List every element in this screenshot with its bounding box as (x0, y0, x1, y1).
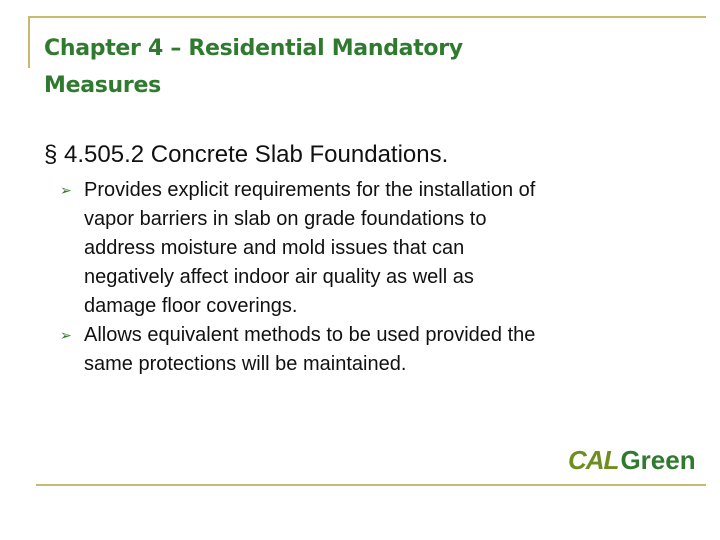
arrow-bullet-icon: ➢ (60, 182, 72, 198)
bullet-text-line: same protections will be maintained. (84, 353, 407, 375)
calgreen-logo (568, 440, 696, 480)
frame-bottom-line (36, 484, 706, 486)
bullet-text-line: Allows equivalent methods to be used provided the (84, 324, 536, 346)
section-heading: § 4.505.2 Concrete Slab Foundations. (44, 141, 449, 168)
bullet-item (60, 321, 674, 379)
bullet-text-line: negatively affect indoor air quality as well as (84, 266, 474, 288)
bullet-text-line: vapor barriers in slab on grade foundations to (84, 208, 487, 230)
bullet-item (60, 176, 674, 321)
bullet-list (60, 176, 674, 379)
bullet-text-line: Provides explicit requirements for the installation of (84, 179, 536, 201)
slide-title (44, 30, 684, 104)
arrow-bullet-icon: ➢ (60, 327, 72, 343)
slide-title-line-1: Chapter 4 – Residential Mandatory (44, 36, 463, 61)
logo-green-text: Green (620, 445, 696, 475)
frame-left-line (28, 16, 30, 68)
slide-title-line-2: Measures (44, 73, 161, 98)
bullet-text-line: address moisture and mold issues that can (84, 237, 465, 259)
bullet-text-line: damage floor coverings. (84, 295, 298, 317)
frame-top-line (28, 16, 706, 18)
logo-cal-text: CAL (568, 445, 619, 475)
